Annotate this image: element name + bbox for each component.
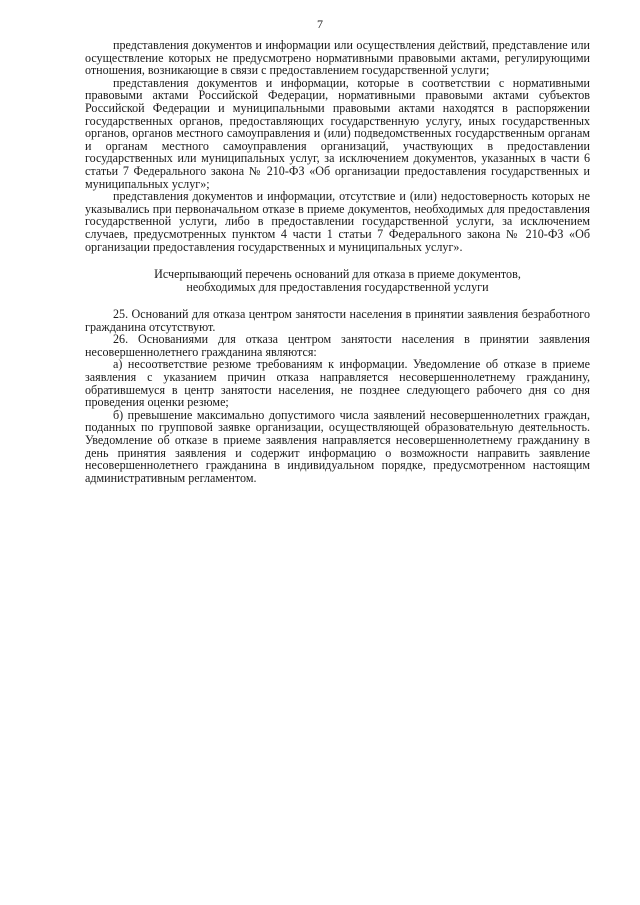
page-number: 7 bbox=[317, 17, 323, 31]
section-heading-line-1: Исчерпывающий перечень оснований для отказа в приеме документов, bbox=[154, 267, 521, 282]
paragraph-26-b: б) превышение максимально допустимого числа заявлений несовершеннолетних граждан, поданных по групповой заявке организации, осуществляющей образовательную деятельность. Уведомление об отказе в приеме заявления направляется несовершеннолетнему гражданину в день принятия заявления и содержит информацию о возможности направить заявление несовершеннолетнего гражданина в индивидуальном порядке, предусмотренном настоящим административным регламентом. bbox=[85, 407, 590, 485]
paragraph-26: 26. Основаниями для отказа центром занятости населения в принятии заявления несовершеннолетнего гражданина являются: bbox=[85, 332, 590, 359]
paragraph-25: 25. Оснований для отказа центром занятости населения в принятии заявления безработного гражданина отсутствуют. bbox=[85, 307, 590, 334]
paragraph: представления документов и информации, которые в соответствии с нормативными правовыми актами Российской Федерации, нормативными правовыми актами субъектов Российской Федерации и муниципальными правовыми актами находятся в распоряжении государственных органов, предоставляющих государственную услугу, иных государственных органов, органов местного самоуправления и (или) подведомственных государственным органам и органам местного самоуправления организаций, участвующих в предоставлении государственных или муниципальных услуг, за исключением документов, указанных в части 6 статьи 7 Федерального закона № 210-ФЗ «Об организации предоставления государственных и муниципальных услуг»; bbox=[85, 75, 590, 191]
section-heading bbox=[85, 268, 590, 294]
document-body bbox=[85, 39, 590, 484]
paragraph: представления документов и информации или осуществления действий, представление или осуществление которых не предусмотрено нормативными правовыми актами, регулирующими отношения, возникающие в связи с предоставлением государственной услуги; bbox=[85, 38, 590, 78]
section-heading-line-2: необходимых для предоставления государственной услуги bbox=[186, 280, 489, 295]
paragraph-26-a: а) несоответствие резюме требованиям к информации. Уведомление об отказе в приеме заявления с указанием причин отказа направляется несовершеннолетнему гражданину, обратившемуся в центр занятости населения, не позднее следующего рабочего дня со дня проведения оценки резюме; bbox=[85, 357, 590, 410]
paragraph: представления документов и информации, отсутствие и (или) недостоверность которых не указывались при первоначальном отказе в приеме документов, необходимых для предоставления государственной услуги, либо в предоставлении государственной услуги, за исключением случаев, предусмотренных пунктом 4 части 1 статьи 7 Федерального закона № 210-ФЗ «Об организации предоставления государственных и муниципальных услуг». bbox=[85, 189, 590, 254]
